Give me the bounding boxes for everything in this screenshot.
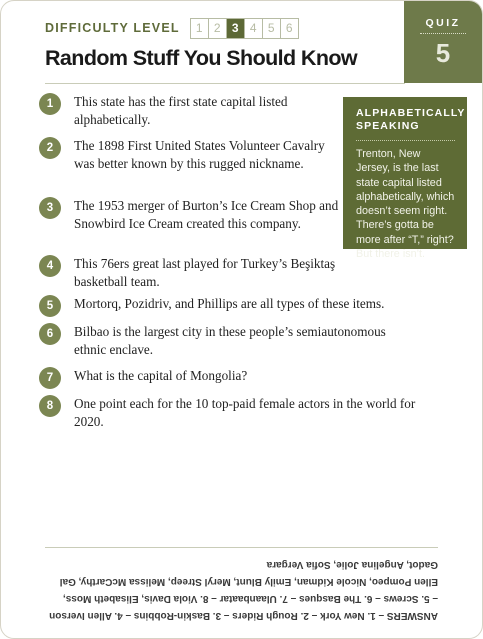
difficulty-level-1: 1 xyxy=(191,19,209,38)
page-title: Random Stuff You Should Know xyxy=(45,46,358,70)
question-item xyxy=(39,295,419,317)
question-text: What is the capital of Mongolia? xyxy=(74,368,248,383)
question-number-badge: 1 xyxy=(39,93,61,115)
difficulty-level-4: 4 xyxy=(245,19,263,38)
quiz-dotted-divider xyxy=(420,33,466,34)
question-number-badge: 5 xyxy=(39,295,61,317)
difficulty-level-6: 6 xyxy=(285,20,293,35)
difficulty-row xyxy=(45,17,299,39)
question-number-badge: 4 xyxy=(39,255,61,277)
question-number-badge: 7 xyxy=(39,367,61,389)
question-item xyxy=(39,93,339,129)
question-item xyxy=(39,197,339,233)
question-item xyxy=(39,395,419,431)
question-text: The 1898 First United States Volunteer Cavalry was better known by this rugged nickname. xyxy=(74,138,325,171)
question-item xyxy=(39,137,339,173)
question-text: One point each for the 10 top-paid female actors in the world for 2020. xyxy=(74,396,416,429)
question-text: This state has the first state capital listed alphabetically. xyxy=(74,94,288,127)
difficulty-label: DIFFICULTY LEVEL xyxy=(45,21,180,35)
difficulty-level-2: 2 xyxy=(209,19,227,38)
difficulty-scale xyxy=(190,18,299,39)
quiz-number-block xyxy=(404,1,482,83)
question-item xyxy=(39,255,339,291)
question-number-badge: 3 xyxy=(39,197,61,219)
sidebar-dotted-divider xyxy=(356,140,455,141)
title-divider xyxy=(45,83,405,84)
question-number-badge: 2 xyxy=(39,137,61,159)
difficulty-level-5: 5 xyxy=(263,19,281,38)
question-number-badge: 6 xyxy=(39,323,61,345)
question-item xyxy=(39,367,419,389)
question-text: The 1953 merger of Burton’s Ice Cream Shop and Snowbird Ice Cream created this company. xyxy=(74,198,339,231)
question-text: Mortorq, Pozidriv, and Phillips are all types of these items. xyxy=(74,296,385,311)
answers-divider xyxy=(45,547,438,548)
answers-upside-down: ANSWERS – 1. New York – 2. Rough Riders – 3. Baskin-Robbins – 4. Allen Iverson – 5. Screws – 6. The Basques – 7. Ulaanbaatar – 8. Viola Davis, Elisabeth Moss, Ellen Pompeo, Nicole Kidman, Emily Blunt, Meryl Streep, Melissa McCarthy, Gal Gadot, Angelina Jolie, Sofia Vergara xyxy=(49,559,438,621)
sidebar-body: Trenton, New Jersey, is the last state capital listed alphabetically, which doesn’t seem right. There’s gotta be more after “T,” right? But there isn’t. xyxy=(356,148,455,261)
sidebar-callout xyxy=(343,97,467,261)
question-item xyxy=(39,323,419,359)
question-text: Bilbao is the largest city in these people’s semiautonomous ethnic enclave. xyxy=(74,324,386,357)
sidebar-title: ALPHABETICALLY SPEAKING xyxy=(356,107,466,132)
question-number-badge: 8 xyxy=(39,395,61,417)
quiz-number: 5 xyxy=(435,38,451,68)
question-text: This 76ers great last played for Turkey’s Beşiktaş basketball team. xyxy=(74,256,336,289)
difficulty-level-3-selected: 3 xyxy=(227,19,245,38)
quiz-label: QUIZ xyxy=(425,17,461,29)
